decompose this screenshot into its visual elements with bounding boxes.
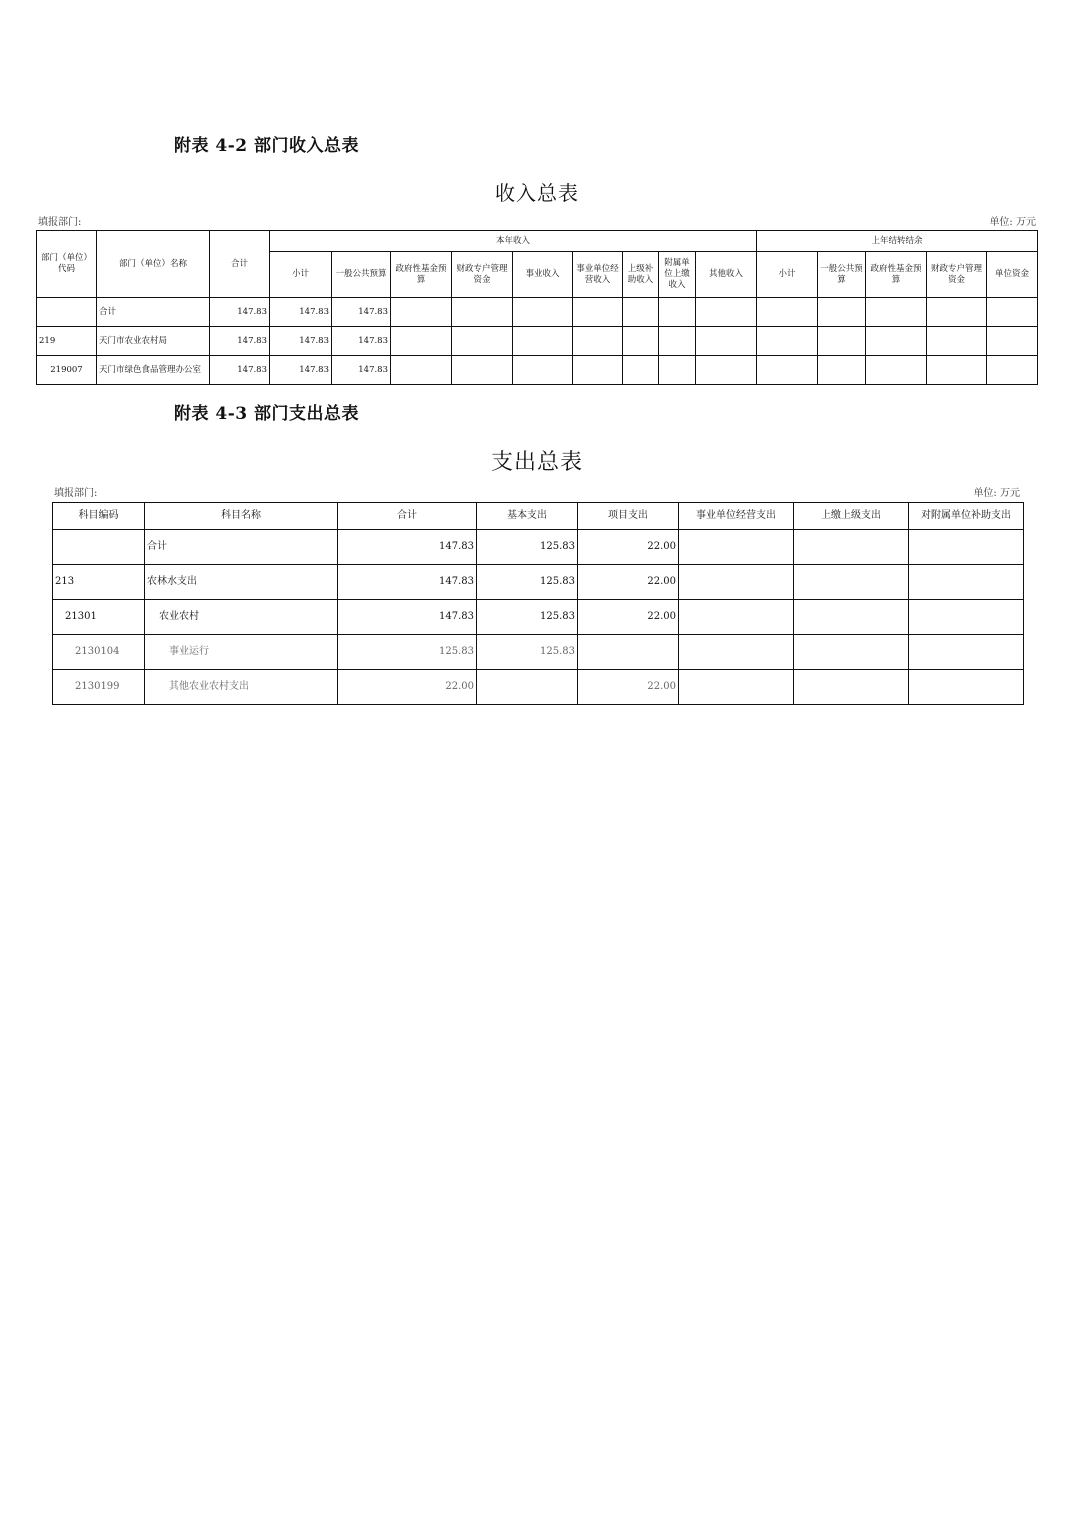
income-col-header: 小计: [757, 252, 818, 298]
expense-cell-total: 147.83: [338, 530, 477, 565]
expense-cell-basic: [477, 670, 578, 705]
income-title: 收入总表: [495, 181, 579, 205]
expense-col-header: 上缴上级支出: [794, 503, 909, 530]
expense-cell-name: 其他农业农村支出: [145, 670, 338, 705]
expense-cell-code: 213: [53, 565, 145, 600]
income-cell-total: 147.83: [210, 327, 270, 356]
expense-cell-basic: 125.83: [477, 530, 578, 565]
income-col-header: 上级补助收入: [623, 252, 659, 298]
income-header-current-year: 本年收入: [270, 231, 757, 252]
expense-cell-project: 22.00: [578, 530, 679, 565]
expense-row-213: [53, 565, 1024, 600]
expense-cell-total: 147.83: [338, 565, 477, 600]
income-cell-subtotal: 147.83: [270, 356, 332, 385]
expense-cell-name: 合计: [145, 530, 338, 565]
expense-col-header: 合计: [338, 503, 477, 530]
income-cell-total: 147.83: [210, 298, 270, 327]
expense-cell-name: 农林水支出: [145, 565, 338, 600]
income-header-row-1: [37, 231, 1038, 252]
expense-header-row: [53, 503, 1024, 530]
income-header-code: 部门（单位）代码: [37, 231, 97, 298]
expense-cell-project: 22.00: [578, 565, 679, 600]
expense-col-header: 事业单位经营支出: [679, 503, 794, 530]
income-cell-name: 天门市绿色食品管理办公室: [97, 356, 210, 385]
income-col-header: 事业收入: [513, 252, 573, 298]
income-cell-subtotal: 147.83: [270, 298, 332, 327]
income-cell-subtotal: 147.83: [270, 327, 332, 356]
expense-col-header: 对附属单位补助支出: [909, 503, 1024, 530]
income-row-219007: [37, 356, 1038, 385]
income-cell-general: 147.83: [332, 298, 391, 327]
expense-cell-code: 2130104: [53, 635, 145, 670]
income-row-219: [37, 327, 1038, 356]
expense-cell-total: 125.83: [338, 635, 477, 670]
expense-cell-code: [53, 530, 145, 565]
expense-row-total: [53, 530, 1024, 565]
income-unit-label: 单位: 万元: [989, 217, 1036, 228]
income-header-total: 合计: [210, 231, 270, 298]
income-col-header: 小计: [270, 252, 332, 298]
expense-fill-dept-label: 填报部门:: [54, 488, 98, 499]
income-col-header: 财政专户管理资金: [927, 252, 987, 298]
income-table: [36, 230, 1038, 385]
expense-heading: 附表 4-3 部门支出总表: [174, 404, 360, 424]
income-col-header: 财政专户管理资金: [452, 252, 513, 298]
income-cell-name: 天门市农业农村局: [97, 327, 210, 356]
expense-cell-code: 21301: [53, 600, 145, 635]
expense-cell-basic: 125.83: [477, 635, 578, 670]
income-row-total: [37, 298, 1038, 327]
income-col-header: 事业单位经营收入: [573, 252, 623, 298]
expense-col-header: 科目编码: [53, 503, 145, 530]
income-cell-code: 219007: [37, 356, 97, 385]
expense-cell-name: 事业运行: [145, 635, 338, 670]
income-col-header: 其他收入: [696, 252, 757, 298]
expense-cell-name: 农业农村: [145, 600, 338, 635]
expense-col-header: 科目名称: [145, 503, 338, 530]
income-cell-name: 合计: [97, 298, 210, 327]
income-fill-dept-label: 填报部门:: [38, 217, 82, 228]
income-col-header: 一般公共预算: [332, 252, 391, 298]
expense-cell-total: 147.83: [338, 600, 477, 635]
expense-cell-basic: 125.83: [477, 565, 578, 600]
expense-cell-total: 22.00: [338, 670, 477, 705]
income-heading: 附表 4-2 部门收入总表: [174, 136, 360, 156]
expense-cell-basic: 125.83: [477, 600, 578, 635]
income-col-header: 附属单位上缴收入: [659, 252, 696, 298]
expense-cell-code: 2130199: [53, 670, 145, 705]
income-cell-general: 147.83: [332, 356, 391, 385]
income-col-header: 单位资金: [987, 252, 1038, 298]
expense-unit-label: 单位: 万元: [973, 488, 1020, 499]
expense-col-header: 基本支出: [477, 503, 578, 530]
income-header-name: 部门（单位）名称: [97, 231, 210, 298]
expense-cell-project: [578, 635, 679, 670]
expense-title: 支出总表: [490, 450, 583, 475]
expense-table: [52, 502, 1024, 705]
income-cell-code: 219: [37, 327, 97, 356]
expense-cell-project: 22.00: [578, 600, 679, 635]
income-cell-general: 147.83: [332, 327, 391, 356]
expense-row-2130104: [53, 635, 1024, 670]
income-header-carryover: 上年结转结余: [757, 231, 1038, 252]
income-col-header: 一般公共预算: [818, 252, 866, 298]
expense-cell-project: 22.00: [578, 670, 679, 705]
income-col-header: 政府性基金预算: [391, 252, 452, 298]
income-cell-code: [37, 298, 97, 327]
expense-row-2130199: [53, 670, 1024, 705]
expense-row-21301: [53, 600, 1024, 635]
income-col-header: 政府性基金预算: [866, 252, 927, 298]
expense-col-header: 项目支出: [578, 503, 679, 530]
income-cell-total: 147.83: [210, 356, 270, 385]
